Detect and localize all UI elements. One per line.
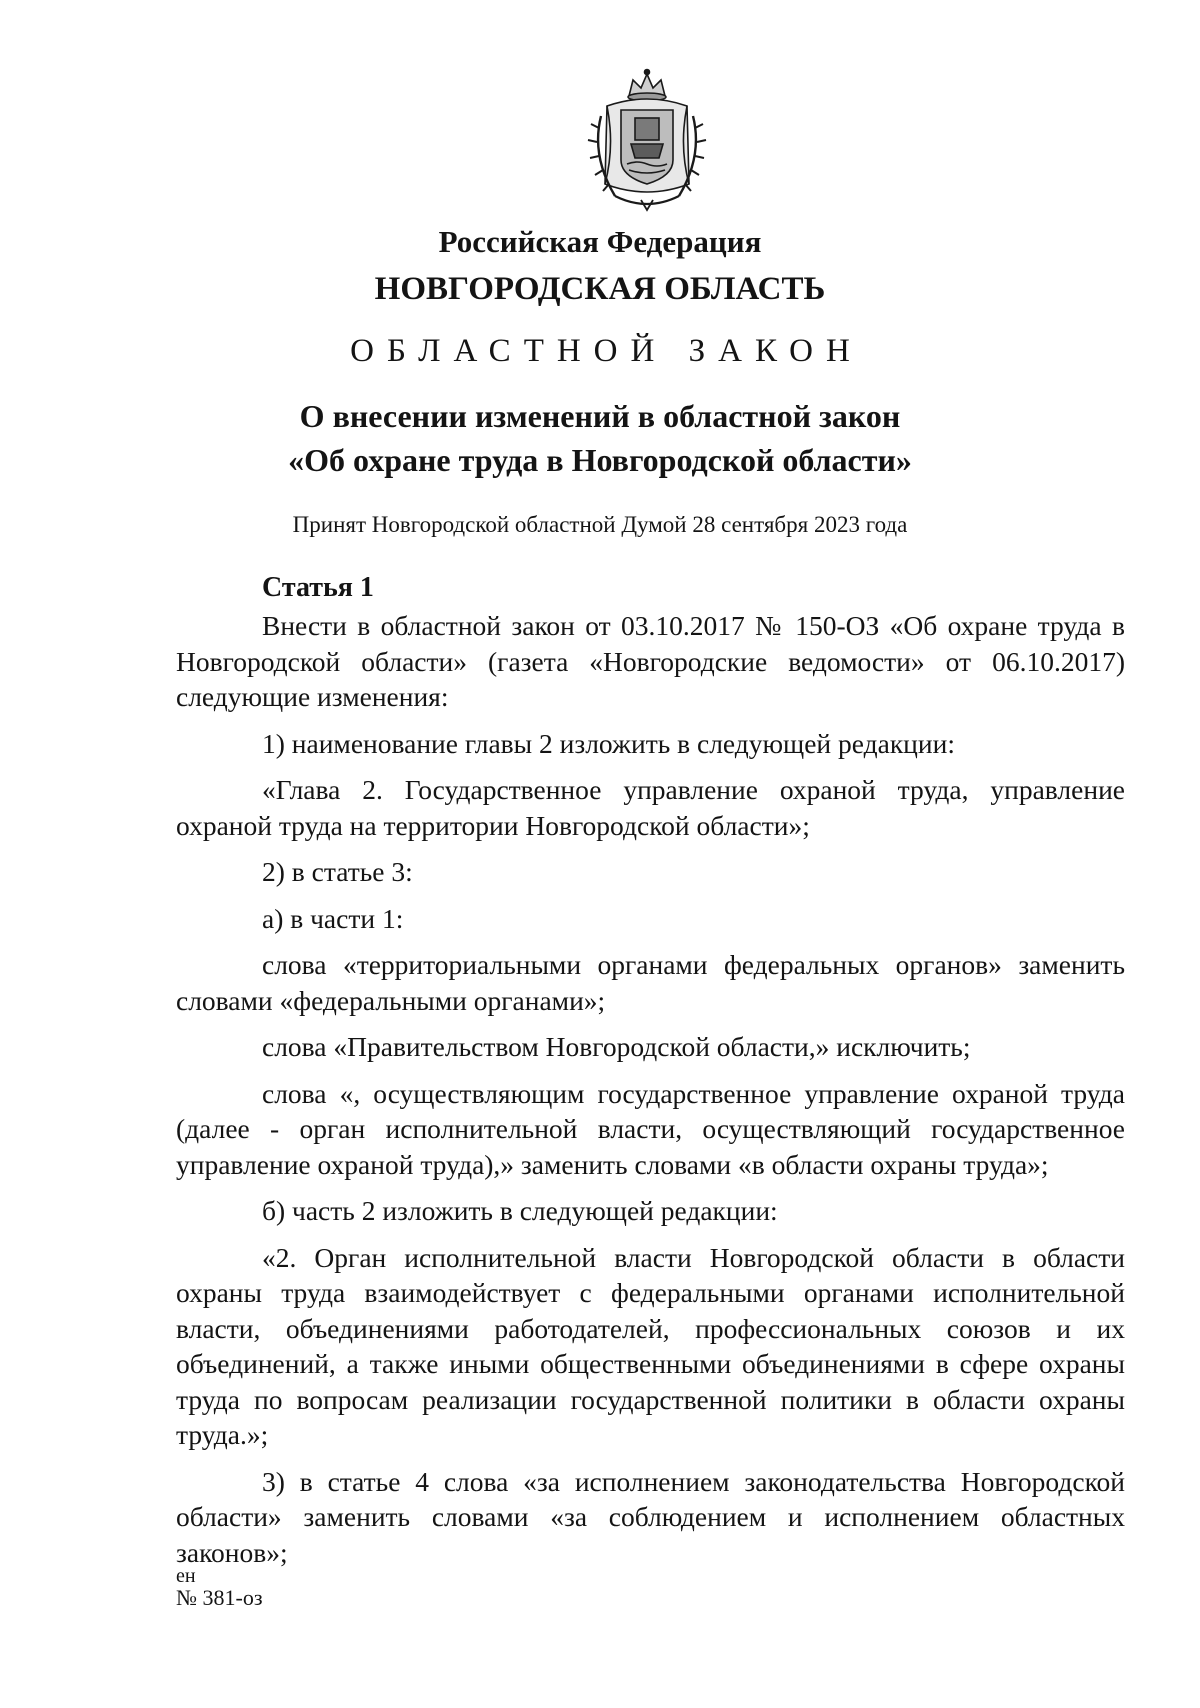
paragraph: слова «территориальными органами федеральных органов» заменить словами «федеральными органами»; <box>176 949 1125 1016</box>
paragraph: 2) в статье 3: <box>262 856 413 887</box>
region-name: НОВГОРОДСКАЯ ОБЛАСТЬ <box>374 271 826 307</box>
paragraph: «Глава 2. Государственное управление охраной труда, управление охраной труда на территории Новгородской области»; <box>176 774 1125 841</box>
paragraph: б) часть 2 изложить в следующей редакции: <box>262 1195 778 1226</box>
coat-of-arms-icon <box>585 66 709 216</box>
paragraph: 1) наименование главы 2 изложить в следующей редакции: <box>262 727 955 759</box>
document-number: № 381-оз <box>176 1585 263 1610</box>
paragraph: слова «, осуществляющим государственное управление охраной труда (далее - орган исполнительной власти, осуществляющий государственное управление охраной труда),» заменить словами «в области охраны труда»; <box>176 1077 1125 1180</box>
law-title-line-2: «Об охране труда в Новгородской области» <box>288 442 912 478</box>
paragraph: «2. Орган исполнительной власти Новгородской области в области охраны труда взаимодействует с федеральными органами исполнительной власти, объединениями работодателей, профессиональных союзов и их объединений, а также иными общественными объединениями в сфере охраны труда по вопросам реализации государственной политики в области охраны труда.»; <box>176 1241 1125 1450</box>
law-title-line-1: О внесении изменений в областной закон <box>299 398 901 434</box>
article-body <box>176 608 1125 1581</box>
article-heading: Статья 1 <box>262 572 374 603</box>
adoption-note: Принят Новгородской областной Думой 28 сентября 2023 года <box>292 512 908 537</box>
paragraph: Внести в областной закон от 03.10.2017 № 150-ОЗ «Об охране труда в Новгородской области» (газета «Новгородские ведомости» от 06.10.2017) следующие изменения: <box>176 610 1125 712</box>
paragraph: слова «Правительством Новгородской области,» исключить; <box>262 1031 971 1062</box>
document-type: ОБЛАСТНОЙ ЗАКОН <box>350 333 863 369</box>
footer-code: ен <box>176 1565 196 1587</box>
paragraph: 3) в статье 4 слова «за исполнением законодательства Новгородской области» заменить словами «за соблюдением и исполнением областных законов»; <box>176 1465 1125 1568</box>
country-name: Российская Федерация <box>438 224 762 259</box>
paragraph: а) в части 1: <box>262 902 404 934</box>
